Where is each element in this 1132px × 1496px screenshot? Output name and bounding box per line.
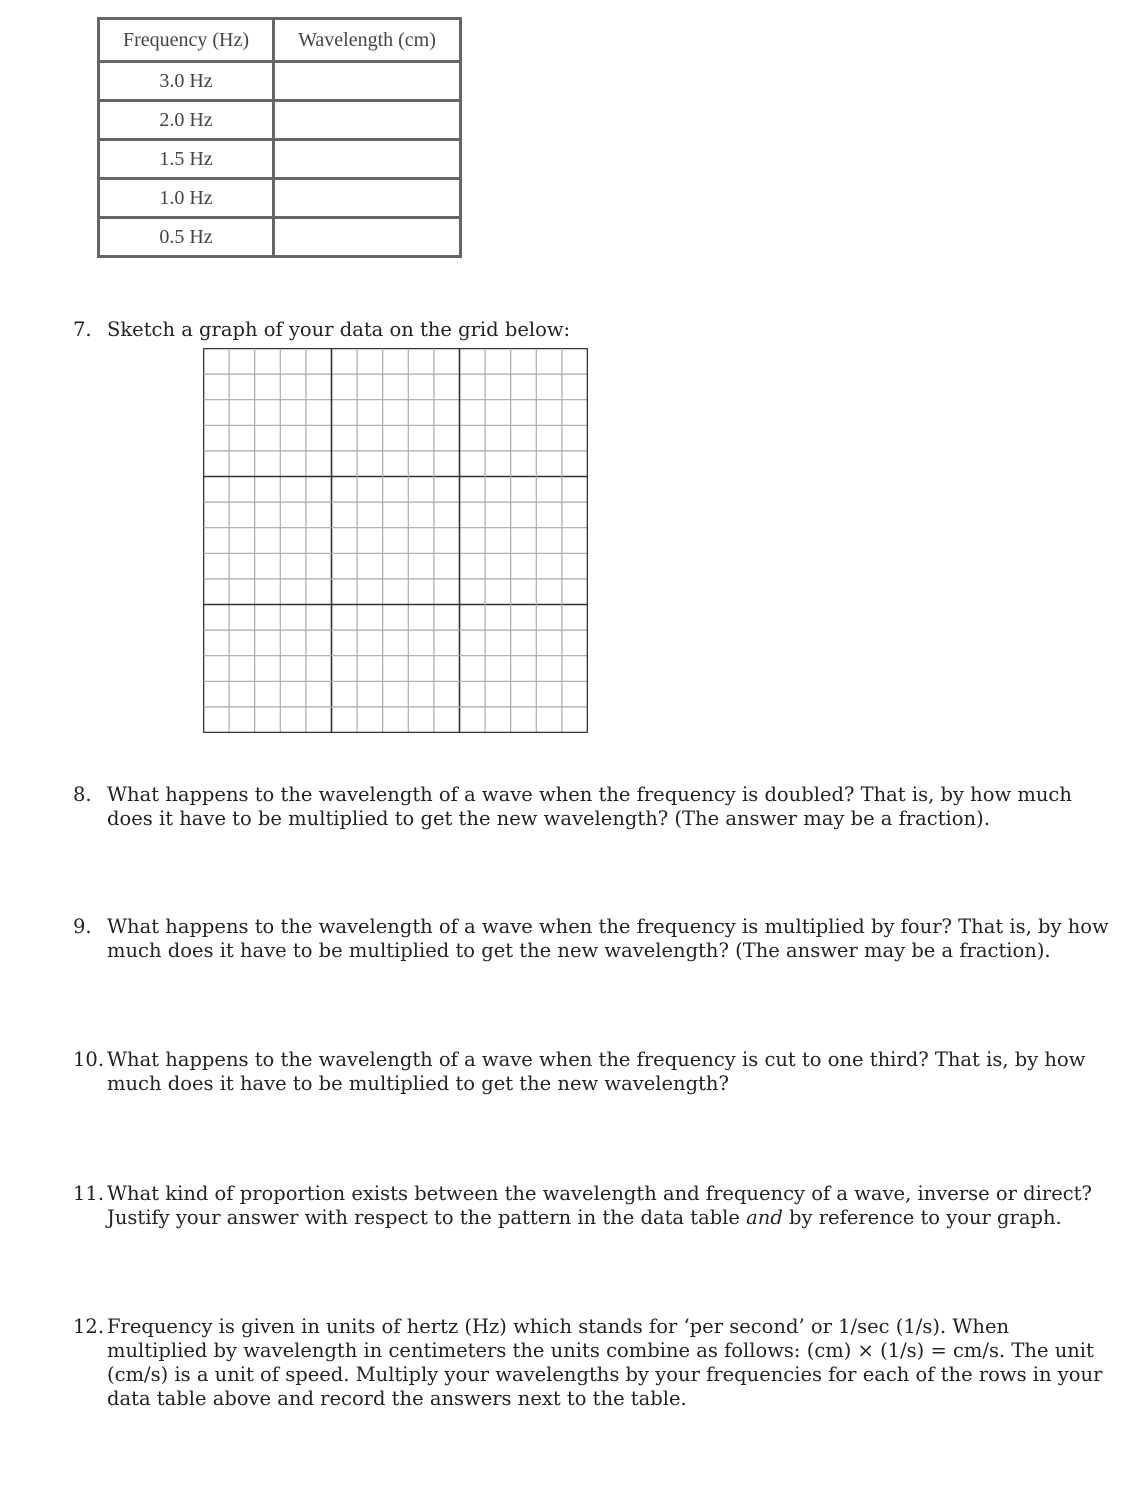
data-table (97, 17, 462, 258)
question-7 (73, 318, 1113, 342)
question-12 (73, 1315, 1113, 1411)
frequency-cell: 3.0 Hz (99, 62, 274, 101)
table-row (99, 179, 461, 218)
wavelength-cell[interactable] (274, 140, 461, 179)
header-frequency: Frequency (Hz) (99, 19, 274, 62)
question-text: What happens to the wavelength of a wave when the frequency is multiplied by four? That is, by how much does it have to be multiplied to get the new wavelength? (The answer may be a fraction). (107, 915, 1109, 962)
question-text-part: What kind of proportion exists between the wavelength and frequency of a wave, inverse or direct? Justify your answer with respect to the pattern in the data table (107, 1182, 1092, 1229)
table-row (99, 62, 461, 101)
table-row (99, 218, 461, 257)
question-8 (73, 783, 1113, 831)
question-text: Frequency is given in units of hertz (Hz) which stands for ‘per second’ or 1/sec (1/s). When multiplied by wavelength in centimeters the units combine as follows: (cm) × (1/s) = cm/s. The unit (cm/s) is a unit of speed. Multiply your wavelengths by your frequencies for each of the rows in your data table above and record the answers next to the table. (107, 1315, 1103, 1410)
question-text: Sketch a graph of your data on the grid below: (107, 318, 571, 341)
question-10 (73, 1048, 1113, 1096)
graph-grid[interactable] (203, 348, 588, 733)
header-wavelength: Wavelength (cm) (274, 19, 461, 62)
question-9 (73, 915, 1113, 963)
frequency-cell: 2.0 Hz (99, 101, 274, 140)
question-number: 12. (73, 1315, 105, 1338)
question-text-part: by reference to your graph. (782, 1206, 1062, 1229)
wavelength-cell[interactable] (274, 62, 461, 101)
question-text (107, 1182, 1113, 1230)
table-row (99, 140, 461, 179)
frequency-cell: 1.5 Hz (99, 140, 274, 179)
emphasis: and (746, 1206, 783, 1229)
frequency-cell: 1.0 Hz (99, 179, 274, 218)
question-text: What happens to the wavelength of a wave when the frequency is cut to one third? That is, by how much does it have to be multiplied to get the new wavelength? (107, 1048, 1086, 1095)
question-number: 8. (73, 783, 92, 806)
question-number: 11. (73, 1182, 105, 1205)
question-text: What happens to the wavelength of a wave when the frequency is doubled? That is, by how much does it have to be multiplied to get the new wavelength? (The answer may be a fraction). (107, 783, 1072, 830)
frequency-cell: 0.5 Hz (99, 218, 274, 257)
wavelength-cell[interactable] (274, 218, 461, 257)
table-row (99, 101, 461, 140)
wavelength-cell[interactable] (274, 179, 461, 218)
question-number: 7. (73, 318, 92, 341)
wavelength-cell[interactable] (274, 101, 461, 140)
question-number: 9. (73, 915, 92, 938)
question-11 (73, 1182, 1113, 1230)
question-number: 10. (73, 1048, 105, 1071)
